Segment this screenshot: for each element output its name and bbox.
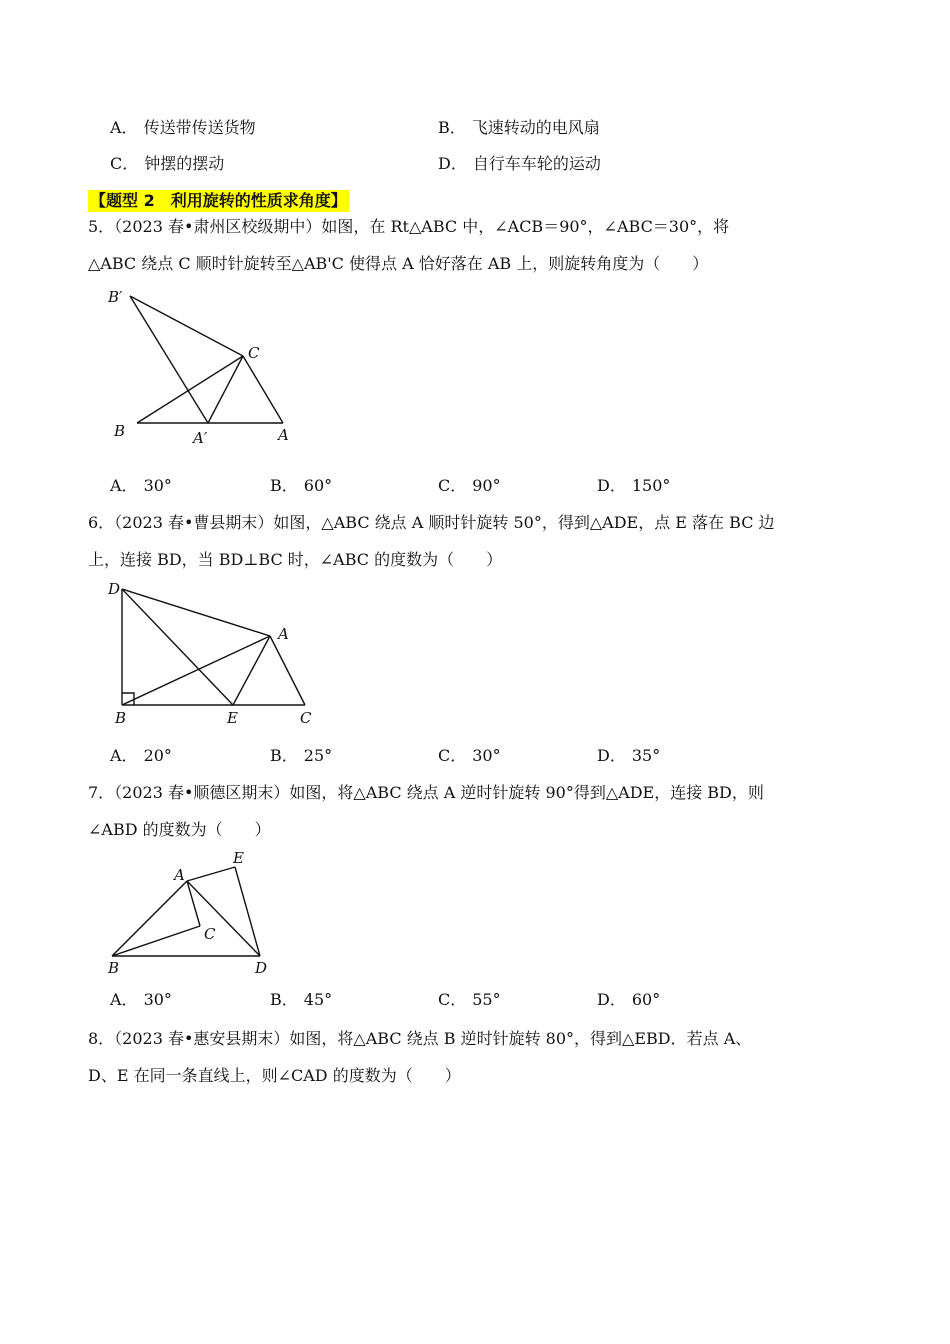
q5-seg-bprime-c (130, 296, 243, 356)
q6-label-c: C (300, 709, 312, 727)
q6-stem-line1: 6．（2023 春•曹县期末）如图，△ABC 绕点 A 顺时针旋转 50°，得到△ADE，点 E 落在 BC 边 (88, 513, 775, 532)
q6-seg-b-a (122, 636, 270, 705)
q6-seg-a-e (233, 636, 270, 705)
q5-seg-c-aprime (208, 356, 243, 423)
q7-label-a: A (174, 866, 185, 884)
q4-option-b: B． 飞速转动的电风扇 (438, 118, 600, 137)
q7-stem-line1: 7．（2023 春•顺德区期末）如图，将△ABC 绕点 A 逆时针旋转 90°得到△ADE，连接 BD，则 (88, 783, 764, 802)
q5-seg-b-c (137, 356, 243, 423)
q6-stem-line2: 上，连接 BD，当 BD⊥BC 时，∠ABC 的度数为（ ） (88, 550, 503, 569)
q5-seg-c-a (243, 356, 283, 423)
q5-label-a: A (278, 426, 289, 444)
q7-option-a: A． 30° (110, 990, 172, 1009)
q7-stem (88, 774, 868, 848)
q5-seg-bprime-aprime (130, 296, 208, 423)
q5-option-c: C． 90° (438, 476, 501, 495)
q7-option-c: C． 55° (438, 990, 501, 1009)
q5-option-b: B． 60° (270, 476, 333, 495)
q6-label-d: D (108, 580, 121, 598)
q8-stem (88, 1020, 868, 1094)
q7-label-c: C (204, 925, 216, 943)
q5-label-b: B (114, 422, 126, 440)
q8-stem-line2: D、E 在同一条直线上，则∠CAD 的度数为（ ） (88, 1066, 461, 1085)
q7-label-b: B (108, 959, 120, 977)
q7-seg-b-a (112, 881, 187, 956)
q6-seg-a-c (270, 636, 305, 705)
q5-option-a: A． 30° (110, 476, 172, 495)
q5-stem-line1: 5．（2023 春•肃州区校级期中）如图，在 Rt△ABC 中，∠ACB＝90°，∠ABC＝30°，将 (88, 217, 730, 236)
q5-label-c: C (248, 344, 260, 362)
q6-label-b: B (115, 709, 127, 727)
q4-option-a: A． 传送带传送货物 (110, 118, 256, 137)
q6-stem (88, 504, 868, 578)
q7-figure (100, 845, 280, 985)
q5-stem-line2: △ABC 绕点 C 顺时针旋转至△AB'C 使得点 A 恰好落在 AB 上，则旋转角度为（ ） (88, 254, 709, 273)
q7-stem-line2: ∠ABD 的度数为（ ） (88, 820, 271, 839)
q4-option-c: C． 钟摆的摆动 (110, 154, 225, 173)
q5-option-d: D． 150° (597, 476, 671, 495)
q5-label-aprime: A′ (193, 429, 208, 447)
q5-figure (100, 280, 310, 450)
q6-label-e: E (227, 709, 238, 727)
q6-option-d: D． 35° (597, 746, 661, 765)
section-heading: 【题型 2 利用旋转的性质求角度】 (90, 191, 347, 210)
q6-option-b: B． 25° (270, 746, 333, 765)
q7-label-e: E (233, 849, 244, 867)
q6-right-angle-mark (122, 693, 134, 705)
q6-option-c: C． 30° (438, 746, 501, 765)
q7-seg-a-e (187, 867, 235, 881)
q7-label-d: D (255, 959, 268, 977)
q7-seg-b-c (112, 926, 200, 956)
q7-option-b: B． 45° (270, 990, 333, 1009)
q6-option-a: A． 20° (110, 746, 172, 765)
q6-label-a: A (278, 625, 289, 643)
q7-option-d: D． 60° (597, 990, 661, 1009)
q8-stem-line1: 8．（2023 春•惠安县期末）如图，将△ABC 绕点 B 逆时针旋转 80°，得到△EBD．若点 A、 (88, 1029, 752, 1048)
q5-stem (88, 208, 868, 282)
q5-label-bprime: B′ (108, 288, 123, 306)
q6-figure (100, 575, 330, 735)
q4-option-d: D． 自行车车轮的运动 (438, 154, 601, 173)
